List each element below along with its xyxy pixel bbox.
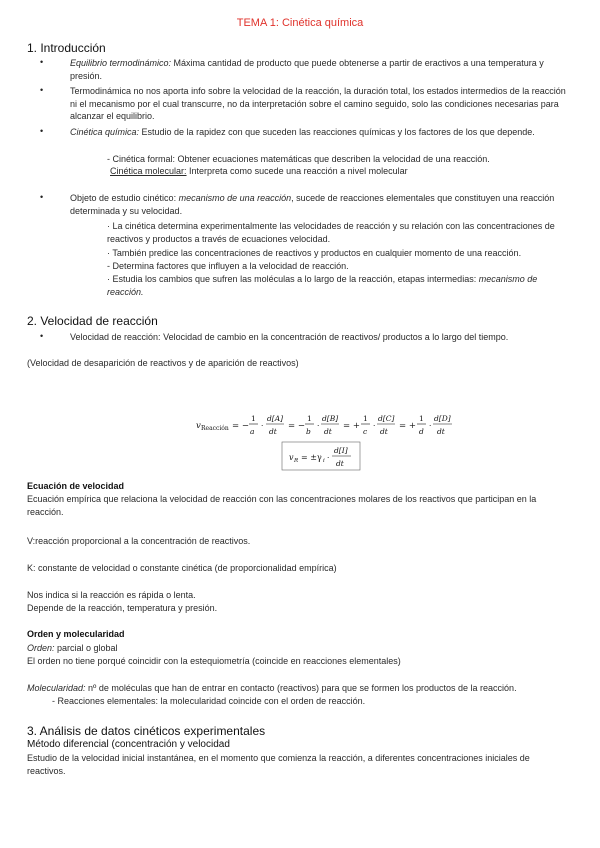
svg-text:dt: dt	[336, 459, 344, 468]
text-molecularidad: nº de moléculas que han de entrar en contacto (reactivos) para que se formen los productos de la reacción.	[85, 683, 517, 693]
rate-formula-image	[182, 401, 456, 475]
svg-text:·: ·	[429, 421, 432, 430]
svg-text:d[C]: d[C]	[378, 414, 395, 423]
sub-determina-velocidades: · La cinética determina experimentalmente las velocidades de reacción y su relación con las concentraciones de reactivos y productos a través de ecuaciones velocidad.	[107, 221, 555, 244]
subheading-ecuacion: Ecuación de velocidad	[27, 481, 125, 491]
paragraph-objeto-estudio	[70, 192, 575, 217]
section-1-heading: 1. Introducción	[27, 41, 106, 55]
paragraph-cinetica	[70, 126, 570, 139]
bullet: •	[40, 331, 44, 341]
term-orden: Orden:	[27, 643, 55, 653]
svg-text:1: 1	[363, 414, 368, 423]
svg-text:·: ·	[317, 421, 320, 430]
term-mecanismo-reaccion: mecanismo de reacción.	[107, 274, 538, 297]
svg-text:1: 1	[251, 414, 256, 423]
text-equilibrio: Máxima cantidad de producto que puede obtenerse a partir de eractivos a una temperatura y presión.	[70, 58, 544, 81]
text-orden: parcial o global	[54, 643, 118, 653]
svg-text:d[A]: d[A]	[267, 414, 284, 423]
svg-text:= −: = −	[288, 421, 305, 431]
paragraph-v: V:reacción proporcional a la concentración de reactivos.	[27, 536, 251, 546]
paragraph-orden-2: El orden no tiene porqué coincidir con la estequiometría (coincide en reacciones elementales)	[27, 656, 401, 666]
subheading-orden: Orden y molecularidad	[27, 629, 125, 639]
sub-cinetica-formal: - Cinética formal: Obtener ecuaciones matemáticas que describen la velocidad de una reacción.	[107, 154, 490, 164]
section-3-heading: 3. Análisis de datos cinéticos experimentales	[27, 724, 266, 738]
svg-text:= +: = +	[399, 421, 416, 431]
bullet: •	[40, 126, 44, 136]
svg-text:v: v	[196, 421, 201, 431]
term-cinetica-molecular: Cinética molecular:	[110, 166, 187, 176]
sub-cinetica-molecular	[107, 165, 567, 178]
text-cinetica: Estudio de la rapidez con que suceden las reacciones químicas y los factores de los que depende.	[139, 127, 535, 137]
svg-text:d[B]: d[B]	[322, 414, 339, 423]
bullet: •	[40, 192, 44, 202]
svg-text:·: ·	[327, 453, 330, 462]
text-cinetica-molecular: Interpreta como sucede una reacción a nivel molecular	[186, 166, 408, 176]
svg-text:= −: = −	[232, 421, 249, 431]
rate-formula-figure	[182, 401, 456, 475]
paragraph-ecuacion: Ecuación empírica que relaciona la velocidad de reacción con las concentraciones molares de los reactivos que participan en la reacción.	[27, 494, 537, 517]
term-equilibrio: Equilibrio termodinámico:	[70, 58, 172, 68]
svg-text:1: 1	[307, 414, 312, 423]
svg-text:b: b	[306, 427, 311, 436]
svg-text:dt: dt	[437, 427, 445, 436]
sub-estudia-cambios	[107, 273, 575, 298]
text-objeto-pre: Objeto de estudio cinético:	[70, 193, 179, 203]
svg-text:= +: = +	[343, 421, 360, 431]
paragraph-k: K: constante de velocidad o constante cinética (de proporcionalidad empírica)	[27, 563, 337, 573]
svg-text:1: 1	[419, 414, 424, 423]
sub-factores: - Determina factores que influyen a la velocidad de reacción.	[107, 261, 349, 271]
svg-text:a: a	[250, 427, 255, 436]
term-cinetica: Cinética química:	[70, 127, 140, 137]
bullet: •	[40, 85, 44, 95]
paragraph-molecularidad	[27, 682, 582, 695]
text-objeto: , sucede de reacciones elementales que constituyen una reacción determinada y su velocidad.	[70, 193, 555, 216]
paragraph-equilibrio	[70, 57, 570, 82]
subheading-metodo: Método diferencial (concentración y velocidad	[27, 739, 230, 750]
sub-molecularidad: - Reacciones elementales: la molecularidad coincide con el orden de reacción.	[52, 696, 366, 706]
svg-text:d: d	[419, 427, 424, 436]
paragraph-metodo: Estudio de la velocidad inicial instantánea, en el momento que comienza la reacción, a diferentes concentraciones iniciales de reactivos.	[27, 753, 530, 776]
paragraph-termodinamica: Termodinámica no nos aporta info sobre la velocidad de la reacción, la duración total, los estados intermedios de la reacción ni el mecanismo por el cual transcurre, no da interpretación sobre el camino seguido, solo las condiciones necesarias para alcanzar el equilibrio.	[70, 86, 566, 121]
svg-text:dt: dt	[380, 427, 388, 436]
note-velocidad: (Velocidad de desaparición de reactivos y de aparición de reactivos)	[27, 358, 299, 368]
paragraph-orden	[27, 642, 567, 655]
term-molecularidad: Molecularidad:	[27, 683, 86, 693]
paragraph-velocidad: Velocidad de reacción: Velocidad de cambio en la concentración de reactivos/ productos a lo largo del tiempo.	[70, 332, 509, 342]
svg-text:= ±γ: = ±γ	[301, 453, 322, 462]
paragraph-k-info1: Nos indica si la reacción es rápida o lenta.	[27, 590, 196, 600]
svg-text:·: ·	[261, 421, 264, 430]
svg-text:c: c	[363, 427, 368, 436]
page-title: TEMA 1: Cinética química	[236, 17, 364, 29]
term-mecanismo: mecanismo de una reacción	[178, 193, 292, 203]
svg-text:dt: dt	[324, 427, 332, 436]
svg-text:·: ·	[373, 421, 376, 430]
bullet: •	[40, 57, 44, 67]
svg-text:Reacción: Reacción	[201, 425, 229, 432]
svg-text:dt: dt	[269, 427, 277, 436]
sub-predice: · También predice las concentraciones de reactivos y productos en cualquier momento de una reacción.	[107, 248, 522, 258]
svg-text:d[D]: d[D]	[434, 414, 451, 423]
paragraph-k-info2: Depende de la reacción, temperatura y presión.	[27, 603, 218, 613]
svg-text:R: R	[294, 458, 299, 464]
text-estudia: · Estudia los cambios que sufren las moléculas a lo largo de la reacción, etapas intermedias:	[107, 274, 479, 284]
svg-text:v: v	[289, 453, 294, 462]
svg-text:i: i	[323, 458, 325, 464]
svg-text:d[I]: d[I]	[334, 446, 348, 455]
section-2-heading: 2. Velocidad de reacción	[27, 314, 158, 328]
